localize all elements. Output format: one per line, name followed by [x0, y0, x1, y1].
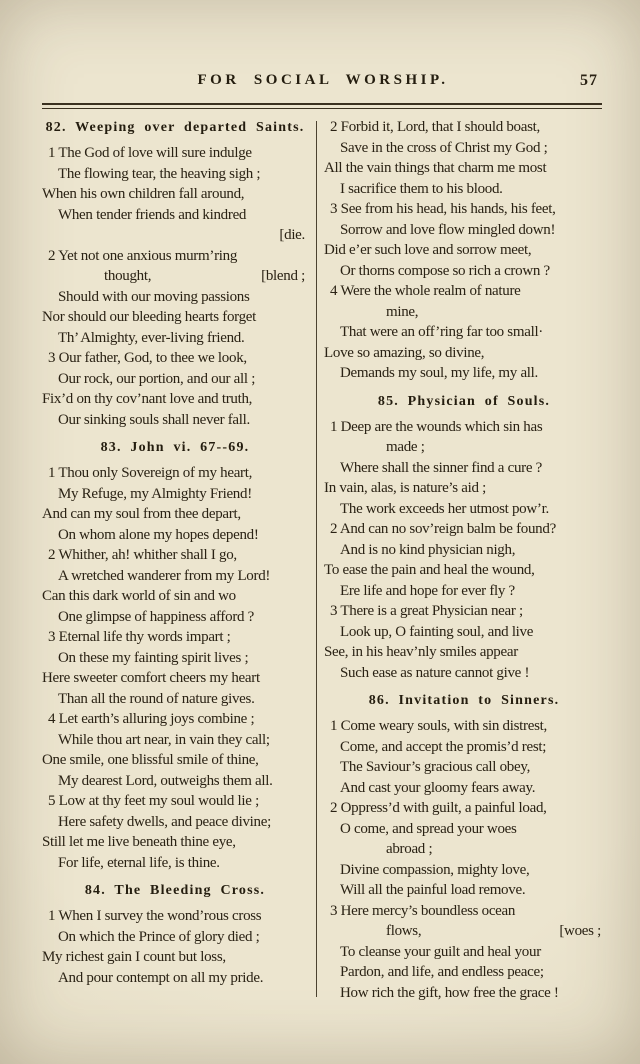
hymn-line: [42, 771, 308, 792]
hymn-line: [324, 757, 604, 778]
hymn-line-text: [die.: [279, 227, 305, 243]
hymn-line-text: made ;: [386, 439, 425, 455]
hymn-line-text: abroad ;: [386, 841, 433, 857]
hymn-line: [42, 287, 308, 308]
hymn-line-text: See, in his heav’nly smiles appear: [324, 644, 518, 660]
hymn-line-text: Divine compassion, mighty love,: [340, 861, 530, 878]
hymn-line-text: A wretched wanderer from my Lord!: [58, 567, 271, 584]
hymn-line: [42, 730, 308, 751]
hymn-line: [42, 328, 308, 349]
hymn-line-text: 3 Eternal life thy words impart ;: [48, 629, 231, 645]
hymn-line: [324, 839, 604, 860]
hymn-line-text: To cleanse your guilt and heal your: [340, 943, 541, 960]
hymn-line: [324, 860, 604, 881]
hymn-line-text: When tender friends and kindred: [58, 206, 247, 223]
hymn-line: [42, 668, 308, 689]
hymn-line-text: The Saviour’s gracious call obey,: [340, 759, 531, 775]
page-header: [42, 72, 604, 96]
hymn-line-text: In vain, alas, is nature’s aid ;: [324, 480, 487, 496]
hymn-line: [42, 947, 308, 968]
hymn-line-text: 1 When I survey the wond’rous cross: [48, 908, 262, 924]
hymn-line-text: Look up, O fainting soul, and live: [340, 623, 534, 640]
hymn-line-text: My Refuge, my Almighty Friend!: [58, 485, 252, 502]
hymn-line: [324, 363, 604, 384]
hymn-line-text: flows,: [386, 923, 422, 939]
hymn-line: [324, 737, 604, 758]
left-column: [42, 117, 308, 1007]
hymn-title: 84. The Bleeding Cross.: [84, 883, 266, 898]
hymn-section: [42, 882, 308, 988]
hymn-line: [42, 225, 308, 246]
hymn-line: [324, 281, 604, 302]
hymn-line: [324, 322, 604, 343]
hymn-line: [42, 689, 308, 710]
hymn-line: [324, 798, 604, 819]
hymn-line-text: Save in the cross of Christ my God ;: [340, 139, 548, 156]
hymn-line-text: My dearest Lord, outweighs them all.: [58, 772, 273, 789]
hymn-line-text: Sorrow and love flow mingled down!: [340, 221, 556, 238]
hymn-line-text: Fix’d on thy cov’nant love and truth,: [42, 391, 253, 407]
hymn-line-text: Should with our moving passions: [58, 288, 250, 305]
hymn-line-text: And is no kind physician nigh,: [340, 541, 516, 558]
hymn-line-text: And can my soul from thee depart,: [42, 506, 241, 522]
hymn-line-text: Nor should our bleeding hearts forget: [42, 309, 256, 325]
hymn-line: [324, 983, 604, 1004]
hymn-line: [324, 138, 604, 159]
hymn-line-text: Ere life and hope for ever fly ?: [340, 582, 515, 599]
hymn-line: [42, 627, 308, 648]
hymn-line: [324, 499, 604, 520]
hymn-line-text: thought,: [104, 268, 152, 284]
hymn-line: [324, 519, 604, 540]
column-divider: [316, 121, 317, 997]
hymn-line: [42, 791, 308, 812]
hymn-line: [324, 942, 604, 963]
hymn-line: [42, 348, 308, 369]
hymn-line-text: Or thorns compose so rich a crown ?: [340, 262, 550, 279]
catchword: [blend ;: [261, 268, 305, 284]
hymn-line: [324, 622, 604, 643]
hymn-line: [324, 601, 604, 622]
hymn-line: [42, 709, 308, 730]
hymn-line-text: Our rock, our portion, and our all ;: [58, 370, 256, 387]
hymn-line: [42, 410, 308, 431]
hymn-line: [324, 642, 604, 663]
hymn-line-text: O come, and spread your woes: [340, 820, 517, 837]
hymn-line-text: 3 Here mercy’s boundless ocean: [330, 902, 516, 919]
hymn-line: [42, 927, 308, 948]
hymn-line: [42, 504, 308, 525]
hymn-line: [324, 663, 604, 684]
hymn-line: [324, 458, 604, 479]
hymn-line: [42, 307, 308, 328]
hymn-line: [324, 819, 604, 840]
hymn-line: [42, 648, 308, 669]
hymn-line-text: 3 Our father, God, to thee we look,: [48, 350, 247, 366]
hymn-line-text: Love so amazing, so divine,: [324, 344, 485, 361]
hymn-line-text: My richest gain I count but loss,: [42, 949, 226, 965]
hymn-line: [42, 545, 308, 566]
hymn-line-text: On these my fainting spirit lives ;: [58, 649, 249, 666]
hymn-line-text: I sacrifice them to his blood.: [340, 180, 503, 197]
hymn-line: [42, 525, 308, 546]
hymn-line: [42, 205, 308, 226]
hymn-line: [42, 246, 308, 267]
hymn-line: [324, 921, 604, 942]
hymn-line: [42, 832, 308, 853]
hymn-line: [42, 484, 308, 505]
hymn-line: [42, 463, 308, 484]
hymn-line: [324, 417, 604, 438]
hymn-line-text: On which the Prince of glory died ;: [58, 928, 260, 945]
catchword: [woes ;: [559, 923, 601, 939]
hymn-line-text: And cast your gloomy fears away.: [340, 779, 536, 796]
page-number: 57: [580, 72, 598, 89]
hymn-line-text: 4 Were the whole realm of nature: [330, 283, 521, 299]
hymn-line-text: Our sinking souls shall never fall.: [58, 411, 250, 428]
hymn-line: [324, 778, 604, 799]
hymn-line-text: 2 Oppress’d with guilt, a painful load,: [330, 800, 547, 816]
running-title: FOR SOCIAL WORSHIP.: [197, 72, 449, 88]
hymn-title: 86. Invitation to Sinners.: [368, 693, 560, 708]
hymn-line-text: Come, and accept the promis’d rest;: [340, 738, 547, 755]
text-columns: [42, 117, 604, 1007]
hymn-line-text: Th’ Almighty, ever-living friend.: [58, 329, 245, 346]
hymn-line-text: To ease the pain and heal the wound,: [324, 562, 535, 578]
hymn-title: 83. John vi. 67--69.: [100, 440, 250, 455]
hymn-title: 85. Physician of Souls.: [377, 393, 551, 409]
hymn-line-text: 1 Come weary souls, with sin distrest,: [330, 718, 547, 734]
hymn-line-text: Can this dark world of sin and wo: [42, 588, 236, 604]
hymn-line: [42, 184, 308, 205]
hymn-section: [324, 393, 604, 684]
hymn-line-text: 2 Forbid it, Lord, that I should boast,: [330, 119, 540, 135]
hymn-line: [42, 164, 308, 185]
hymn-line-text: mine,: [386, 303, 419, 320]
hymn-line-text: One glimpse of happiness afford ?: [58, 608, 255, 625]
hymn-line-text: That were an off’ring far too small·: [340, 324, 544, 340]
hymn-line: [324, 880, 604, 901]
hymn-line-text: While thou art near, in vain they call;: [58, 731, 270, 748]
hymn-line-text: Still let me live beneath thine eye,: [42, 834, 236, 850]
hymn-line-text: The work exceeds her utmost pow’r.: [340, 500, 549, 517]
hymn-line-text: And pour contempt on all my pride.: [58, 969, 264, 986]
hymn-line-text: When his own children fall around,: [42, 186, 245, 202]
hymn-section: [324, 692, 604, 1003]
hymn-line: [324, 220, 604, 241]
hymn-line-text: Demands my soul, my life, my all.: [340, 365, 538, 381]
hymn-line-text: How rich the gift, how free the grace !: [340, 984, 559, 1001]
hymn-line: [324, 343, 604, 364]
hymn-line-text: On whom alone my hopes depend!: [58, 526, 259, 543]
hymn-line-text: Did e’er such love and sorrow meet,: [324, 242, 532, 258]
hymn-line: [42, 812, 308, 833]
hymn-line: [324, 158, 604, 179]
hymn-line: [42, 968, 308, 989]
hymn-line: [42, 586, 308, 607]
hymn-line-text: 3 See from his head, his hands, his feet,: [330, 201, 556, 217]
hymn-line-text: 1 Thou only Sovereign of my heart,: [48, 465, 253, 481]
hymn-line: [324, 261, 604, 282]
hymn-line: [42, 143, 308, 164]
hymn-line: [324, 199, 604, 220]
hymn-line-text: 1 The God of love will sure indulge: [48, 145, 252, 161]
hymn-line: [42, 369, 308, 390]
hymn-line: [324, 716, 604, 737]
hymn-line: [42, 853, 308, 874]
header-rule: [42, 103, 602, 109]
hymn-line-text: 4 Let earth’s alluring joys combine ;: [48, 711, 255, 727]
hymn-line-text: Where shall the sinner find a cure ?: [340, 459, 543, 476]
hymn-line: [42, 607, 308, 628]
hymn-line-text: For life, eternal life, is thine.: [58, 854, 220, 871]
hymn-line: [42, 750, 308, 771]
hymn-line: [42, 266, 308, 287]
hymn-line: [324, 540, 604, 561]
hymn-line-text: All the vain things that charm me most: [324, 160, 547, 176]
hymn-section: [42, 119, 308, 430]
hymn-line-text: Here sweeter comfort cheers my heart: [42, 670, 260, 686]
hymn-line-text: Here safety dwells, and peace divine;: [58, 813, 271, 830]
hymn-line: [324, 560, 604, 581]
hymn-title: 82. Weeping over departed Saints.: [45, 120, 305, 135]
hymn-line-text: Than all the round of nature gives.: [58, 690, 255, 707]
hymn-line: [42, 389, 308, 410]
hymn-line: [324, 581, 604, 602]
hymn-line-text: The flowing tear, the heaving sigh ;: [58, 165, 261, 182]
hymn-line-text: 1 Deep are the wounds which sin has: [330, 418, 543, 435]
hymn-line: [324, 240, 604, 261]
hymn-line: [324, 962, 604, 983]
hymn-line: [42, 906, 308, 927]
right-column: [324, 117, 604, 1007]
hymn-line-text: 2 And can no sov’reign balm be found?: [330, 521, 556, 537]
hymn-line-text: 2 Yet not one anxious murm’ring: [48, 247, 238, 264]
hymn-line-text: 5 Low at thy feet my soul would lie ;: [48, 793, 259, 809]
hymn-line: [324, 901, 604, 922]
hymn-section: [324, 117, 604, 384]
hymn-line-text: Such ease as nature cannot give !: [340, 664, 530, 681]
hymn-line: [324, 117, 604, 138]
hymn-section: [42, 439, 308, 873]
hymn-line: [324, 437, 604, 458]
hymn-line-text: 3 There is a great Physician near ;: [330, 603, 523, 619]
hymn-line-text: Will all the painful load remove.: [340, 882, 526, 898]
hymn-line-text: 2 Whither, ah! whither shall I go,: [48, 547, 237, 563]
hymn-line: [42, 566, 308, 587]
hymn-line-text: Pardon, and life, and endless peace;: [340, 964, 544, 980]
hymn-line: [324, 179, 604, 200]
hymn-line-text: One smile, one blissful smile of thine,: [42, 752, 259, 768]
hymn-line: [324, 302, 604, 323]
hymn-line: [324, 478, 604, 499]
